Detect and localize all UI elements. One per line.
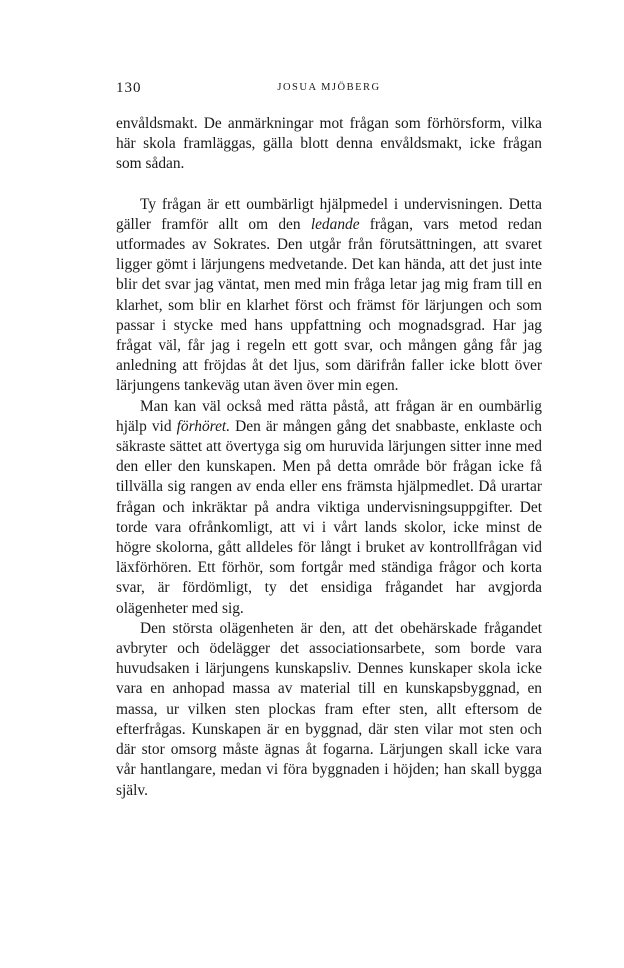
paragraph-text: frågan, vars metod redan utformades av Sokrates. Den utgår från förutsättningen, att svaret ligger gömt i lärjungens medvetande. Det kan hända, att det just inte blir det svar jag väntat, men med min fråga letar jag mig fram till en klarhet, som blir en klarhet först och främst för lärjungen och som passar i stycke med hans uppfattning och mognadsgrad. Har jag frågat väl, får jag i regeln ett gott svar, och mången gång får jag anledning att fröjdas åt det ljus, som därifrån faller icke blott över lärjungens tankeväg utan även över min egen. (116, 215, 542, 395)
italic-term-forhoret: förhöret. (176, 417, 231, 435)
body-text (116, 114, 542, 801)
page-number: 130 (116, 80, 142, 96)
paragraph-1 (116, 114, 542, 175)
running-title: JOSUA MJÖBERG (277, 82, 381, 93)
paragraph-text: Ty frågan är ett oumbärligt hjälpmedel i undervisningen. Detta gäller framför allt om den (116, 195, 542, 233)
paragraph-text: Man kan väl också med rätta påstå, att frågan är en oumbärlig hjälp vid (116, 397, 542, 435)
paragraph-2 (116, 195, 542, 397)
italic-term-ledande: ledande (310, 215, 360, 233)
paragraph-4 (116, 619, 542, 801)
paragraph-text: envåldsmakt. De anmärkningar mot frågan som förhörsform, vilka här skola framläggas, gälla blott denna envåldsmakt, icke frågan som sådan. (116, 115, 542, 173)
paragraph-text: Den är mången gång det snabbaste, enklaste och säkraste sättet att övertyga sig om huruvida lärjungen sitter inne med den eller den kunskapen. Men på detta område bör frågan icke få tillvälla sig rangen av enda eller ens främsta hjälpmedlet. Då urartar frågan och inkräktar på andra viktiga undervisningsuppgifter. Det torde vara ofrånkomligt, att vi i vårt lands skolor, icke minst de högre skolorna, gått alldeles för långt i bruket av kontrollfrågan vid läxförhören. Ett förhör, som fortgår med ständiga frågor och korta svar, är fördömligt, ty det ensidiga frågandet har avgjorda olägenheter med sig. (116, 417, 542, 617)
running-header (116, 80, 542, 100)
paragraph-3 (116, 397, 542, 619)
paragraph-text: Den största olägenheten är den, att det obehärskade frågandet avbryter och ödelägger det associationsarbete, som borde vara huvudsaken i lärjungens kunskapsliv. Dennes kunskaper skola icke vara en anhopad massa av material till en kunskapsbyggnad, en massa, ur vilken sten plockas fram efter sten, allt eftersom de efterfrågas. Kunskapen är en byggnad, där sten vilar mot sten och där stor omsorg måste ägnas åt fogarna. Lärjungen skall icke vara vår hantlangare, medan vi föra byggnaden i höjden; han skall bygga själv. (116, 619, 542, 799)
